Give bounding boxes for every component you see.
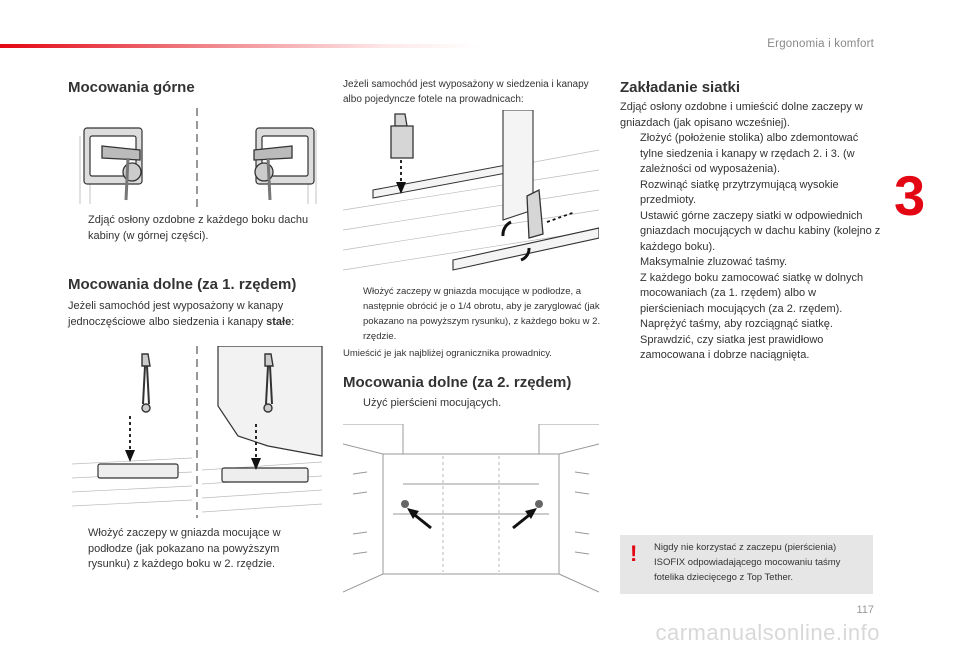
warning-text: Nigdy nie korzystać z zaczepu (pierścienia) ISOFIX odpowiadającego mocowaniu taśmy fotelika dziecięcego z Top Tether. [654,542,841,583]
installing-net-intro: Zdjąć osłony ozdobne i umieścić dolne zaczepy w gniazdach (jak opisano wcześniej). [620,101,863,129]
figure-rail-mounts [343,110,599,280]
step-text: Złożyć (położenie stolika) albo zdemontować tylne siedzenia i kanapy w rzędach 2. i 3. (w zależności od wyposażenia). [640,132,859,175]
heading-upper-mounts: Mocowania górne [68,79,195,96]
list-item [620,317,882,333]
chapter-number: 3 [894,164,926,227]
figure-lower-mounts-row1 [68,346,326,518]
page-number: 117 [856,604,874,616]
list-item [620,255,882,271]
step-text: Rozwinąć siatkę przytrzymującą wysokie przedmioty. [640,178,839,206]
lower-mounts-row1-instructions [68,526,324,573]
rail-mounts-bullet: Włożyć zaczepy w gniazda mocujące w podłodze, a następnie obrócić je o 1/4 obrotu, aby je zaryglować (jak pokazano na powyższym rysunku), z każdego boku w 2. rzędzie. [363,286,601,342]
figure-upper-mounts [68,108,326,208]
step-text: Naprężyć taśmy, aby rozciągnąć siatkę. [640,318,833,330]
section-title: Ergonomia i komfort [767,38,874,50]
figure-cargo-rings [343,424,599,596]
step-text: Maksymalnie zluzować taśmy. [640,256,788,268]
heading-lower-mounts-row2: Mocowania dolne (za 2. rzędem) [343,374,572,391]
upper-mounts-bullet: Zdjąć osłony ozdobne z każdego boku dachu kabiny (w górnej części). [88,214,309,242]
list-item [620,271,882,318]
upper-mounts-instructions [68,213,316,244]
heading-installing-net: Zakładanie siatki [620,79,741,96]
lower-row1-bullet: Włożyć zaczepy w gniazda mocujące w podłodze (jak pokazano na powyższym rysunku) z każdego boku w 2. rzędzie. [88,527,281,570]
list-item [620,131,882,178]
lower-row1-intro-text: Jeżeli samochód jest wyposażony w kanapy jednoczęściowe albo siedzenia i kanapy [68,300,284,328]
list-item [620,209,882,256]
lower-mounts-row2-instructions [343,396,599,412]
list-item [620,333,882,364]
lower-row2-bullet: Użyć pierścieni mocujących. [363,397,502,409]
rail-stop-note: Umieścić je jak najbliżej ogranicznika prowadnicy. [343,348,552,359]
warning-box [620,535,873,594]
step-text: Z każdego boku zamocować siatkę w dolnych mocowaniach (za 1. rzędem) albo w pierścieniach mocujących (za 2. rzędem). [640,271,864,315]
heading-lower-mounts-row1: Mocowania dolne (za 1. rzędem) [68,276,297,293]
lower-mounts-row1-intro [68,299,332,330]
lower-row1-intro-bold: stałe [266,315,292,328]
list-item [620,178,882,209]
rail-mounts-instructions [343,284,601,344]
step-text: Sprawdzić, czy siatka jest prawidłowo zamocowana i dobrze naciągnięta. [640,333,824,361]
warning-icon: ! [630,541,638,566]
watermark: carmanualsonline.info [655,620,880,645]
header-accent-bar [0,44,480,48]
rail-seats-intro: Jeżeli samochód jest wyposażony w siedzenia i kanapy albo pojedyncze fotele na prowadnicach: [343,79,589,105]
step-text: Ustawić górne zaczepy siatki w odpowiednich gniazdach mocujących w dachu kabiny (kolejno z każdego boku). [640,209,881,253]
lower-row1-intro-end: : [291,315,295,328]
installing-net-instructions [620,100,882,364]
